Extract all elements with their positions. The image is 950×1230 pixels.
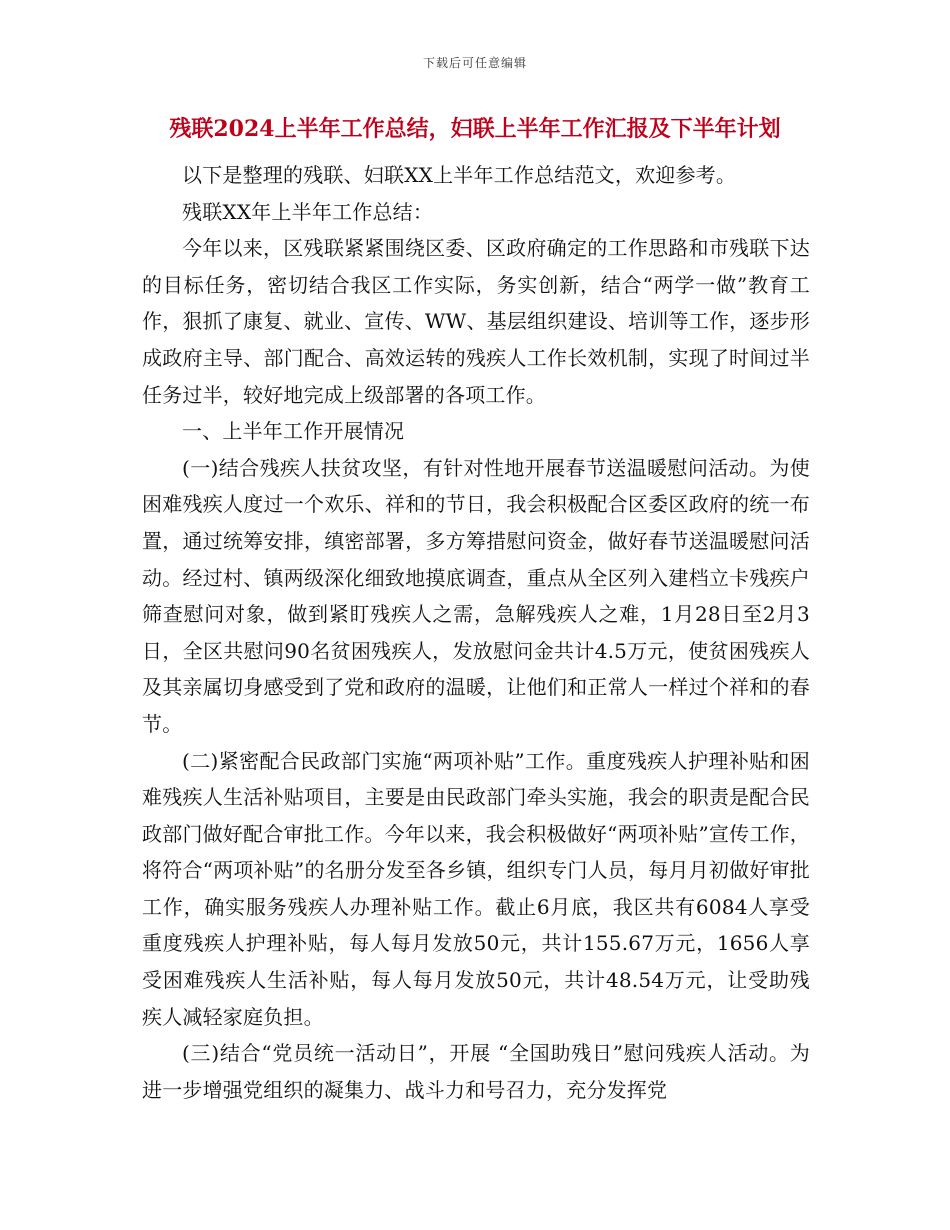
paragraph-item-three: (三)结合“党员统一活动日”，开展 “全国助残日”慰问残疾人活动。为进一步增强党组织的凝集力、战斗力和号召力，充分发挥党 [142,1041,810,1102]
page-header-note: 下载后可任意编辑 [422,56,527,70]
document-title: 残联2024上半年工作总结，妇联上半年工作汇报及下半年计划 [169,116,781,142]
paragraph-section-heading: 残联XX年上半年工作总结： [182,199,434,224]
document-body [142,157,810,1108]
paragraph-item-two: (二)紧密配合民政部门实施“两项补贴”工作。重度残疾人护理补贴和困难残疾人生活补贴项目，主要是由民政部门牵头实施，我会的职责是配合民政部门做好配合审批工作。今年以来，我会积极做好“两项补贴”宣传工作，将符合“两项补贴”的名册分发至各乡镇，组织专门人员，每月月初做好审批工作，确实服务残疾人办理补贴工作。截止6月底，我区共有6084人享受重度残疾人护理补贴，每人每月发放50元，共计155.67万元，1656人享受困难残疾人生活补贴，每人每月发放50元，共计48.54万元，让受助残疾人减轻家庭负担。 [142,748,810,1029]
paragraph-item-one: (一)结合残疾人扶贫攻坚，有针对性地开展春节送温暖慰问活动。为使困难残疾人度过一个欢乐、祥和的节日，我会积极配合区委区政府的统一布置，通过统筹安排，缜密部署，多方筹措慰问资金，做好春节送温暖慰问活动。经过村、镇两级深化细致地摸底调查，重点从全区列入建档立卡残疾户筛查慰问对象，做到紧盯残疾人之需，急解残疾人之难，1月28日至2月3日，全区共慰问90名贫困残疾人，发放慰问金共计4.5万元，使贫困残疾人及其亲属切身感受到了党和政府的温暖，让他们和正常人一样过个祥和的春节。 [142,455,810,736]
paragraph-heading-part-one: 一、上半年工作开展情况 [182,419,405,444]
paragraph-intro: 以下是整理的残联、妇联XX上半年工作总结范文，欢迎参考。 [182,163,737,187]
paragraph-overview: 今年以来，区残联紧紧围绕区委、区政府确定的工作思路和市残联下达的目标任务，密切结合我区工作实际，务实创新，结合“两学一做”教育工作，狠抓了康复、就业、宣传、WW、基层组织建设、培训等工作，逐步形成政府主导、部门配合、高效运转的残疾人工作长效机制，实现了时间过半任务过半，较好地完成上级部署的各项工作。 [142,236,810,407]
